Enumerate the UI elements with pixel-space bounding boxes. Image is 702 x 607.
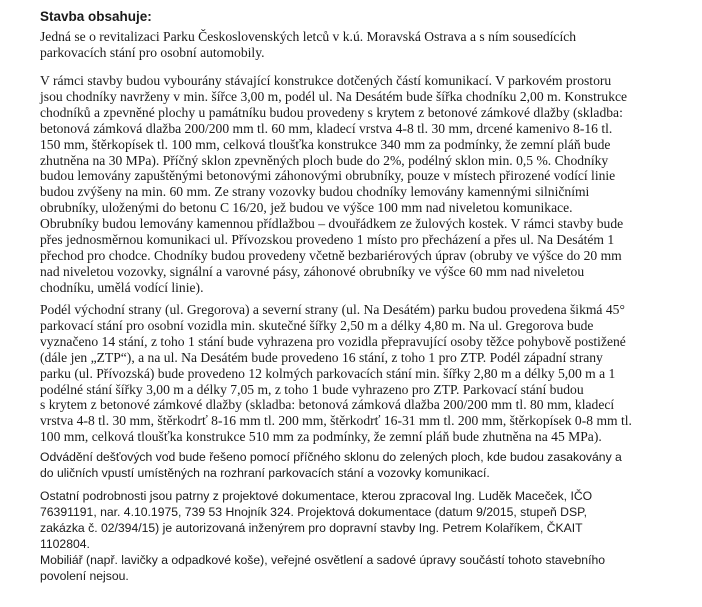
paragraph-furniture: Mobiliář (např. lavičky a odpadkové koše), veřejné osvětlení a sadové úpravy součástí tohoto stavebního povolení nejsou. — [40, 553, 606, 583]
paragraph-parking: Podél východní strany (ul. Gregorova) a severní strany (ul. Na Desátém) parku budou provedena šikmá 45° parkovací stání pro osobní vozidla min. skutečné šířky 2,50 m a délky 4,80 m. Na ul. Gregorova bude vyznačeno 14 stání, z toho 1 stání bude vyhrazena pro vozidla přepravující osoby těžce pohybově postižené (dále jen „ZTP“), a na ul. Na Desátém bude provedeno 16 stání, z toho 1 pro ZTP. Podél západní strany parku (ul. Přívozská) bude provedeno 12 kolmých parkovacích stání min. šířky 2,80 m a délky 5,00 m a 1 podélné stání šířky 3,00 m a délky 7,05 m, z toho 1 bude vyhrazeno pro ZTP. Parkovací stání budou s krytem z betonové zámkové dlažby (skladba: betonová zámková dlažba 200/200 mm tl. 80 mm, kladecí vrstva 4-8 tl. 30 mm, štěrkodrť 8-16 mm tl. 200 mm, štěrkodrť 16-31 mm tl. 200 mm, štěrkopísek 0-8 mm tl. 100 mm, celková tloušťka konstrukce 510 mm za podmínky, že zemní pláň bude zhutněna na 45 MPa). — [40, 302, 632, 445]
paragraph-sidewalks: V rámci stavby budou vybourány stávající konstrukce dotčených částí komunikací. V parkovém prostoru jsou chodníky navrženy v min. šířce 3,00 m, podél ul. Na Desátém bude šířka chodníku 2,00 m. Konstrukce chodníků a zpevněné plochy u památníku budou provedeny s krytem z betonové zámkové dlažby (skladba: betonová zámková dlažba 200/200 mm tl. 60 mm, kladecí vrstva 4-8 tl. 30 mm, drcené kamenivo 8-16 tl. 150 mm, štěrkopísek tl. 100 mm, celková tloušťka konstrukce 340 mm za podmínky, že zemní pláň bude zhutněna na 30 MPa). Příčný sklon zpevněných ploch bude do 2%, podélný sklon min. 0,5 %. Chodníky budou lemovány zapuštěnými betonovými záhonovými obrubníky, pouze v místech přirozené vodící linie budou zvýšeny na min. 60 mm. Ze strany vozovky budou chodníky lemovány kamennými silničními obrubníky, uloženými do betonu C 16/20, jež budou ve výšce 100 mm nad niveletou komunikace. Obrubníky budou lemovány kamennou přídlažbou – dvouřádkem ze žulových kostek. V rámci stavby bude přes jednosměrnou komunikaci ul. Přívozskou provedeno 1 místo pro přecházení a přes ul. Na Desátém 1 přechod pro chodce. Chodníky budou provedeny včetně bezbariérových úprav (obruby ve výšce do 20 mm nad niveletou vozovky, signální a varovné pásy, záhonové obrubníky ve výšce 60 mm nad niveletou chodníku, umělá vodící linie). — [40, 73, 628, 295]
paragraph-intro: Jedná se o revitalizaci Parku Československých letců v k.ú. Moravská Ostrava a s ním sousedících parkovacích stání pro osobní automobily. — [40, 29, 577, 60]
paragraph-documentation: Ostatní podrobnosti jsou patrny z projektové dokumentace, kterou zpracoval Ing. Luděk Maceček, IČO 76391191, nar. 4.10.1975, 739 53 Hnojník 324. Projektová dokumentace (datum 9/2015, stupeň DSP, zakázka č. 02/394/15) je autorizovaná inženýrem pro dopravní stavby Ing. Petrem Kolaříkem, ČKAIT 1102804. — [40, 489, 593, 551]
section-heading: Stavba obsahuje: — [40, 9, 152, 24]
paragraph-drainage: Odvádění dešťových vod bude řešeno pomocí příčného sklonu do zelených ploch, kde budou zasakovány a do uličních vpustí umístěných na rozhraní parkovacích stání a vozovky komunikací. — [40, 450, 622, 480]
